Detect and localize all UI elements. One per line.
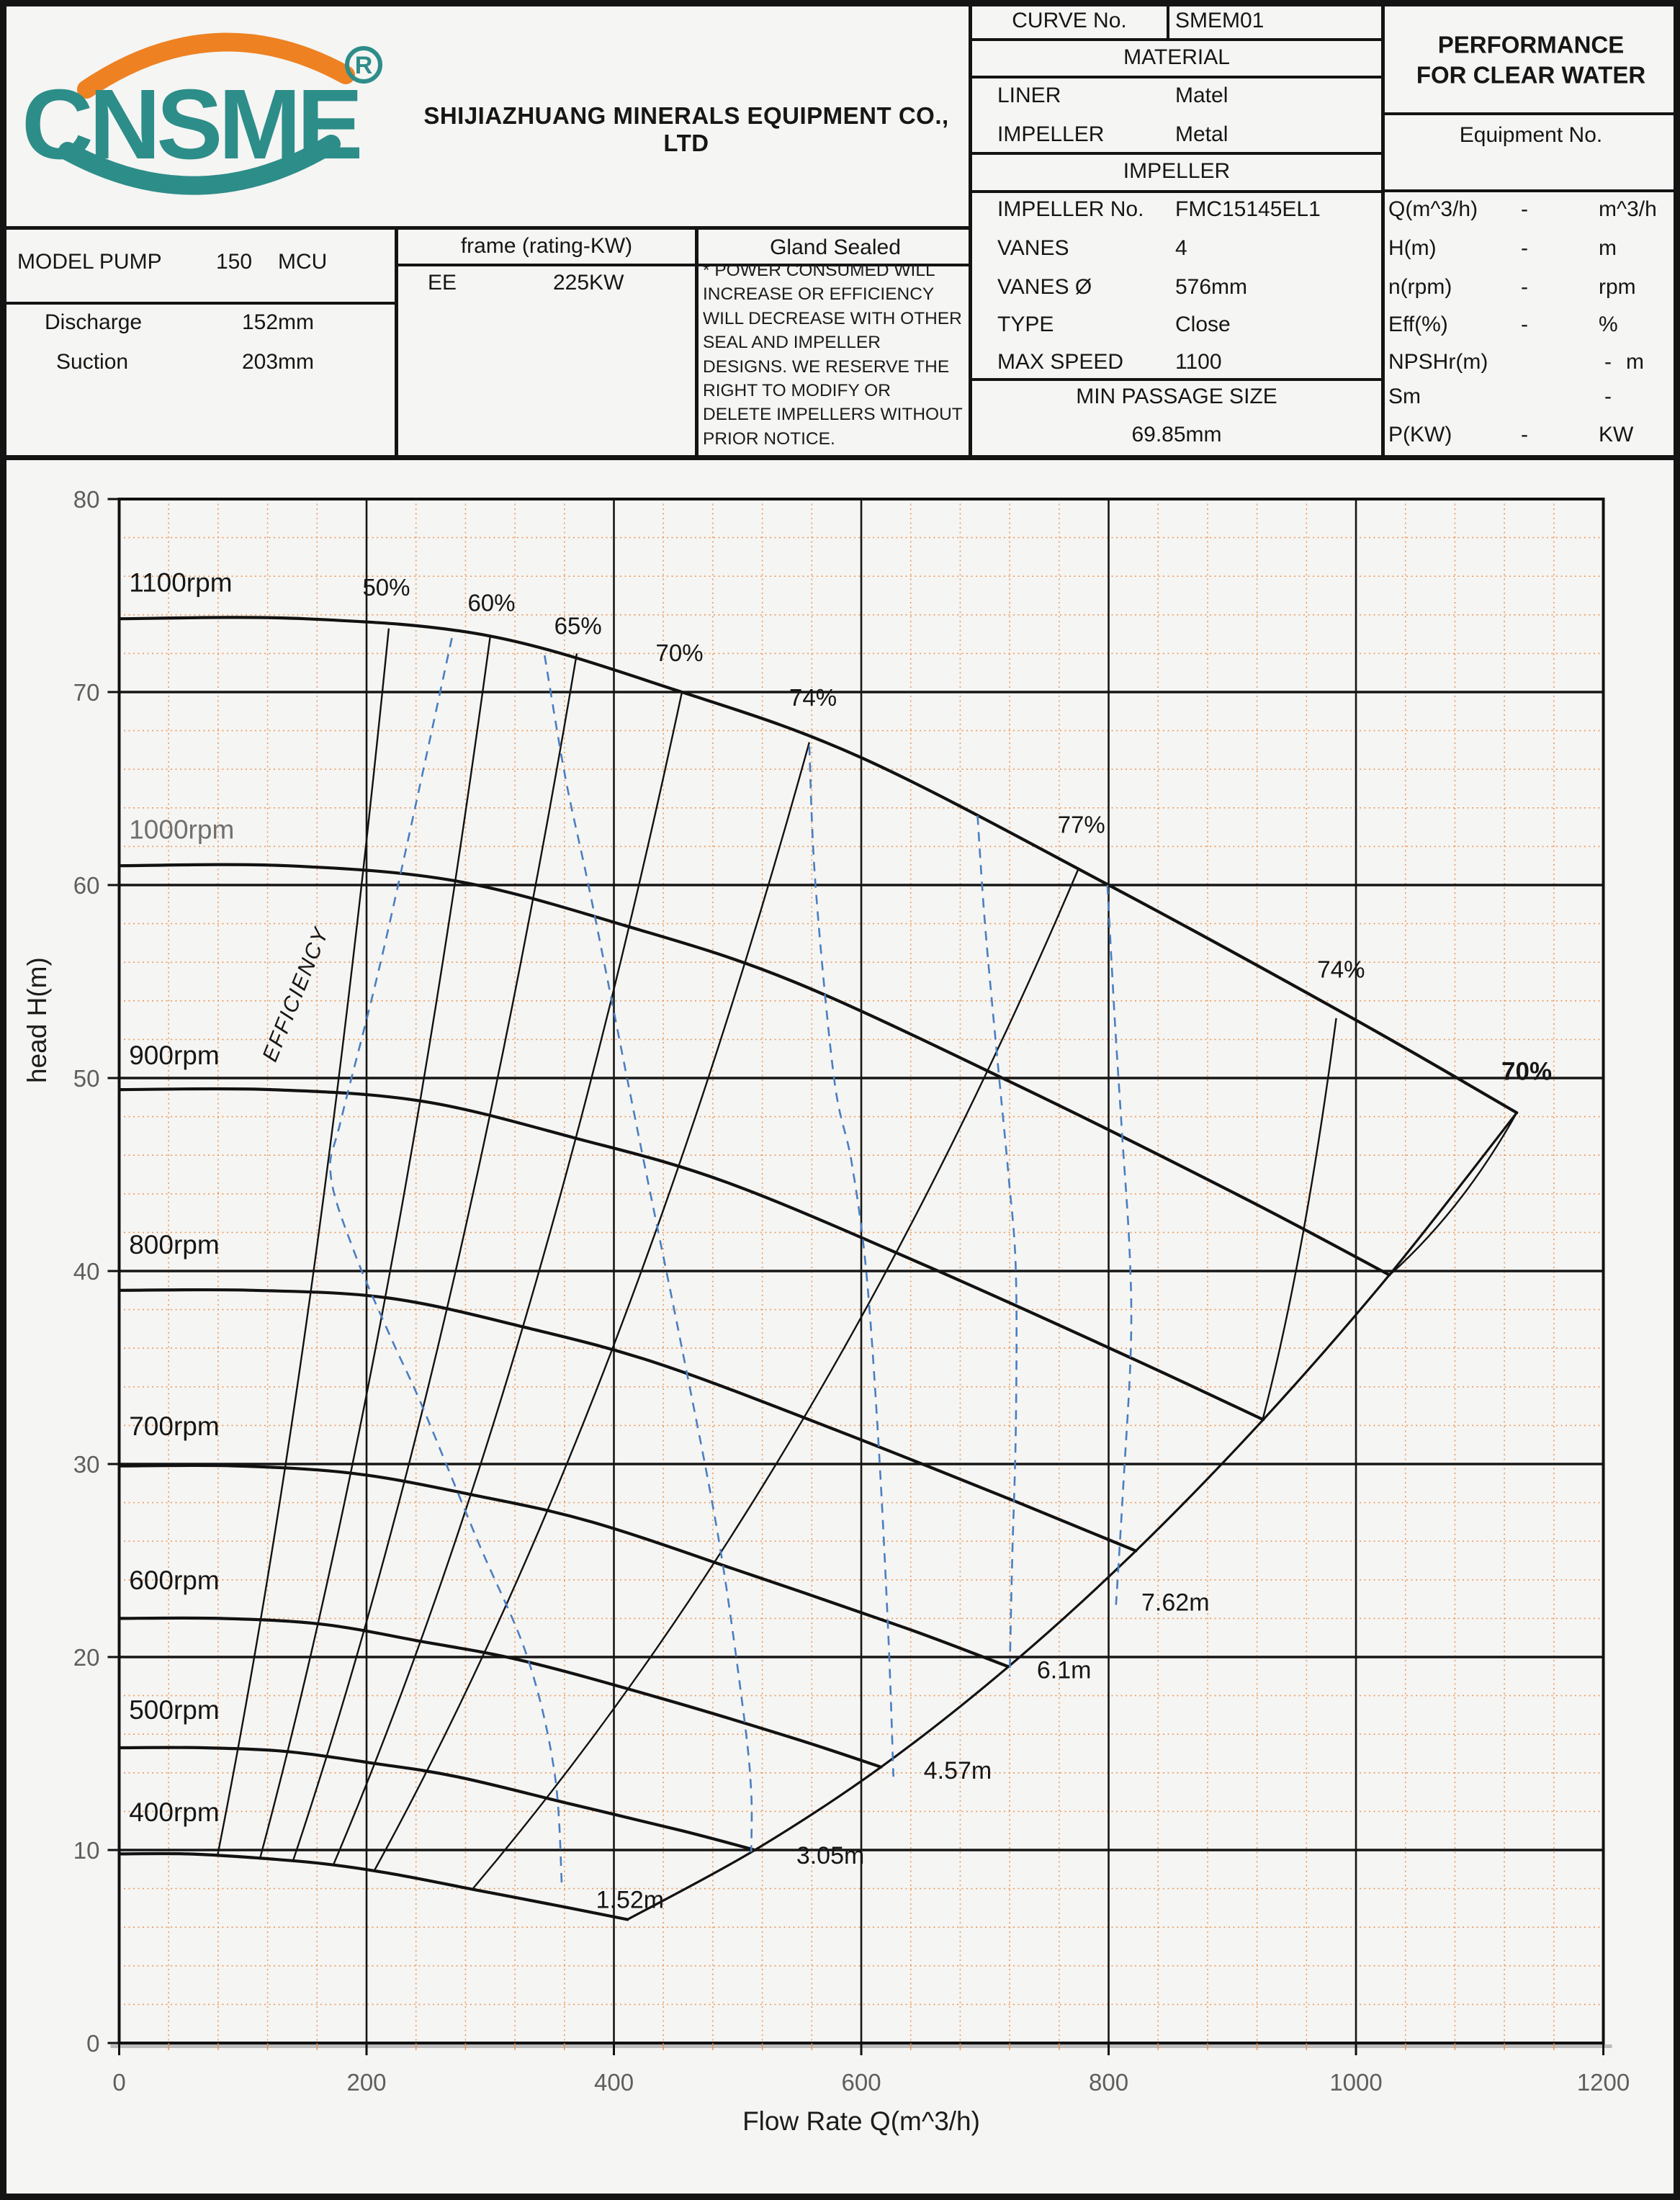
- company-name: SHIJIAZHUANG MINERALS EQUIPMENT CO., LTD: [423, 102, 949, 156]
- efficiency-label-2: 65%: [554, 612, 602, 639]
- x-tick-label: 200: [346, 2069, 387, 2096]
- y-tick-label: 10: [73, 1837, 100, 1864]
- material-header: MATERIAL: [1123, 45, 1230, 69]
- gland-header: Gland Sealed: [770, 235, 901, 259]
- liner-value: Matel: [1175, 84, 1228, 107]
- npsh-label-4.57m: 4.57m: [923, 1756, 992, 1784]
- y-axis-title: head H(m): [22, 957, 52, 1083]
- discharge-label: Discharge: [45, 310, 143, 334]
- unit-row-unit: m: [1599, 236, 1617, 260]
- y-tick-label: 30: [73, 1451, 100, 1478]
- npsh-label-7.62m: 7.62m: [1141, 1589, 1210, 1617]
- efficiency-label-4: 74%: [789, 683, 837, 711]
- speed-curve-700: [120, 1465, 1009, 1666]
- speed-curve-label-400: 400rpm: [129, 1797, 220, 1827]
- y-tick-label: 0: [86, 2030, 100, 2057]
- y-tick-label: 40: [73, 1258, 100, 1285]
- y-tick-label: 60: [73, 872, 100, 899]
- max-speed-label: MAX SPEED: [997, 350, 1124, 374]
- impeller-no-value: FMC15145EL1: [1175, 197, 1321, 221]
- efficiency-label-6: 74%: [1317, 956, 1365, 983]
- npsh-line-7.62m: [1108, 885, 1131, 1605]
- speed-curve-400: [120, 1854, 628, 1920]
- unit-row-label: P(KW): [1388, 423, 1452, 446]
- efficiency-label-7: 70%: [1501, 1057, 1553, 1086]
- impeller-header: IMPELLER: [1123, 159, 1231, 183]
- efficiency-label-1: 60%: [467, 589, 516, 616]
- performance-title-line2: FOR CLEAR WATER: [1416, 61, 1646, 89]
- suction-value: 203mm: [242, 350, 315, 374]
- type-label: TYPE: [997, 313, 1054, 336]
- efficiency-axis-label: EFFICIENCY: [258, 923, 334, 1066]
- npsh-label-3.05m: 3.05m: [796, 1841, 865, 1869]
- npsh-line-1.52m: [330, 638, 562, 1889]
- liner-label: LINER: [997, 84, 1061, 107]
- y-tick-label: 20: [73, 1644, 100, 1671]
- unit-row-unit: %: [1599, 313, 1618, 336]
- speed-curve-800: [120, 1290, 1136, 1551]
- discharge-value: 152mm: [242, 310, 315, 334]
- efficiency-label-5: 77%: [1057, 811, 1105, 838]
- unit-row-unit: rpm: [1599, 275, 1636, 299]
- gland-note: * POWER CONSUMED WILL INCREASE OR EFFICIENCY WILL DECREASE WITH OTHER SEAL AND IMPELLER DESIGNS. WE RESERVE THE RIGHT TO MODIFY OR DELETE IMPELLERS WITHOUT PRIOR NOTICE.: [703, 261, 963, 449]
- efficiency-line-5: [473, 868, 1079, 1889]
- efficiency-line-0: [217, 629, 389, 1856]
- envelope-line: [627, 1113, 1517, 1919]
- npsh-label-6.1m: 6.1m: [1036, 1656, 1092, 1684]
- max-speed-value: 1100: [1175, 350, 1222, 374]
- model-pump-size: 150: [216, 250, 253, 274]
- impeller-no-label: IMPELLER No.: [997, 197, 1144, 221]
- unit-row-unit: m: [1626, 350, 1644, 374]
- unit-row-dash: -: [1521, 236, 1528, 260]
- x-tick-label: 1000: [1329, 2069, 1383, 2096]
- speed-curve-label-1100: 1100rpm: [129, 567, 233, 598]
- curve-no-value: SMEM01: [1175, 9, 1265, 32]
- logo-reg-mark: R: [354, 52, 373, 79]
- unit-row-label: Eff(%): [1388, 313, 1448, 336]
- equipment-no-label: Equipment No.: [1459, 123, 1603, 147]
- unit-row-dash: -: [1521, 275, 1528, 299]
- model-pump-label: MODEL PUMP: [17, 250, 162, 274]
- performance-title-line1: PERFORMANCE: [1437, 31, 1625, 58]
- x-tick-label: 800: [1089, 2069, 1129, 2096]
- unit-row-unit: m^3/h: [1599, 197, 1657, 221]
- x-tick-label: 400: [593, 2069, 634, 2096]
- vanes-label: VANES: [997, 236, 1069, 260]
- efficiency-line-1: [260, 636, 490, 1857]
- frame-rating: 225KW: [553, 271, 624, 295]
- x-axis-title: Flow Rate Q(m^3/h): [742, 2106, 980, 2136]
- unit-row-dash: -: [1604, 385, 1612, 408]
- y-tick-label: 80: [73, 486, 100, 513]
- npsh-label-1.52m: 1.52m: [596, 1886, 665, 1914]
- model-pump-code: MCU: [278, 250, 328, 274]
- speed-curve-label-1000: 1000rpm: [129, 814, 235, 845]
- efficiency-label-3: 70%: [655, 639, 704, 667]
- unit-row-dash: -: [1521, 197, 1528, 221]
- speed-curve-label-500: 500rpm: [129, 1694, 220, 1725]
- speed-curve-label-700: 700rpm: [129, 1411, 220, 1441]
- min-passage-label: MIN PASSAGE SIZE: [1076, 385, 1277, 408]
- speed-curve-label-800: 800rpm: [129, 1229, 220, 1260]
- unit-row-label: H(m): [1388, 236, 1437, 260]
- unit-row-dash: -: [1521, 423, 1528, 446]
- frame-header: frame (rating-KW): [460, 234, 633, 258]
- x-tick-label: 600: [841, 2069, 881, 2096]
- logo-text: CNSME: [22, 69, 359, 180]
- type-value: Close: [1175, 313, 1231, 336]
- x-tick-label: 0: [112, 2069, 126, 2096]
- unit-row-label: NPSHr(m): [1388, 350, 1488, 374]
- unit-row-label: Q(m^3/h): [1388, 197, 1478, 221]
- speed-curve-600: [120, 1618, 881, 1767]
- unit-row-unit: KW: [1599, 423, 1634, 446]
- curve-no-label: CURVE No.: [1012, 9, 1127, 32]
- npsh-line-4.57m: [809, 746, 894, 1777]
- unit-row-label: n(rpm): [1388, 275, 1452, 299]
- impeller-material-value: Metal: [1175, 122, 1228, 146]
- unit-row-label: Sm: [1388, 385, 1421, 408]
- speed-curve-label-600: 600rpm: [129, 1566, 220, 1596]
- frame-code: EE: [428, 271, 457, 295]
- unit-row-dash: -: [1604, 350, 1612, 374]
- efficiency-label-0: 50%: [362, 574, 410, 601]
- speed-curve-1000: [120, 865, 1390, 1275]
- x-tick-label: 1200: [1576, 2069, 1630, 2096]
- npsh-line-6.1m: [978, 816, 1017, 1676]
- vanes-dia-label: VANES Ø: [997, 275, 1092, 299]
- unit-row-dash: -: [1521, 313, 1528, 336]
- min-passage-value: 69.85mm: [1131, 423, 1222, 446]
- vanes-value: 4: [1175, 236, 1187, 260]
- y-tick-label: 70: [73, 679, 100, 706]
- speed-curve-900: [120, 1089, 1264, 1420]
- y-tick-label: 50: [73, 1065, 100, 1092]
- speed-curve-label-900: 900rpm: [129, 1041, 220, 1071]
- suction-label: Suction: [56, 350, 129, 374]
- impeller-material-label: IMPELLER: [997, 122, 1105, 146]
- vanes-dia-value: 576mm: [1175, 275, 1248, 299]
